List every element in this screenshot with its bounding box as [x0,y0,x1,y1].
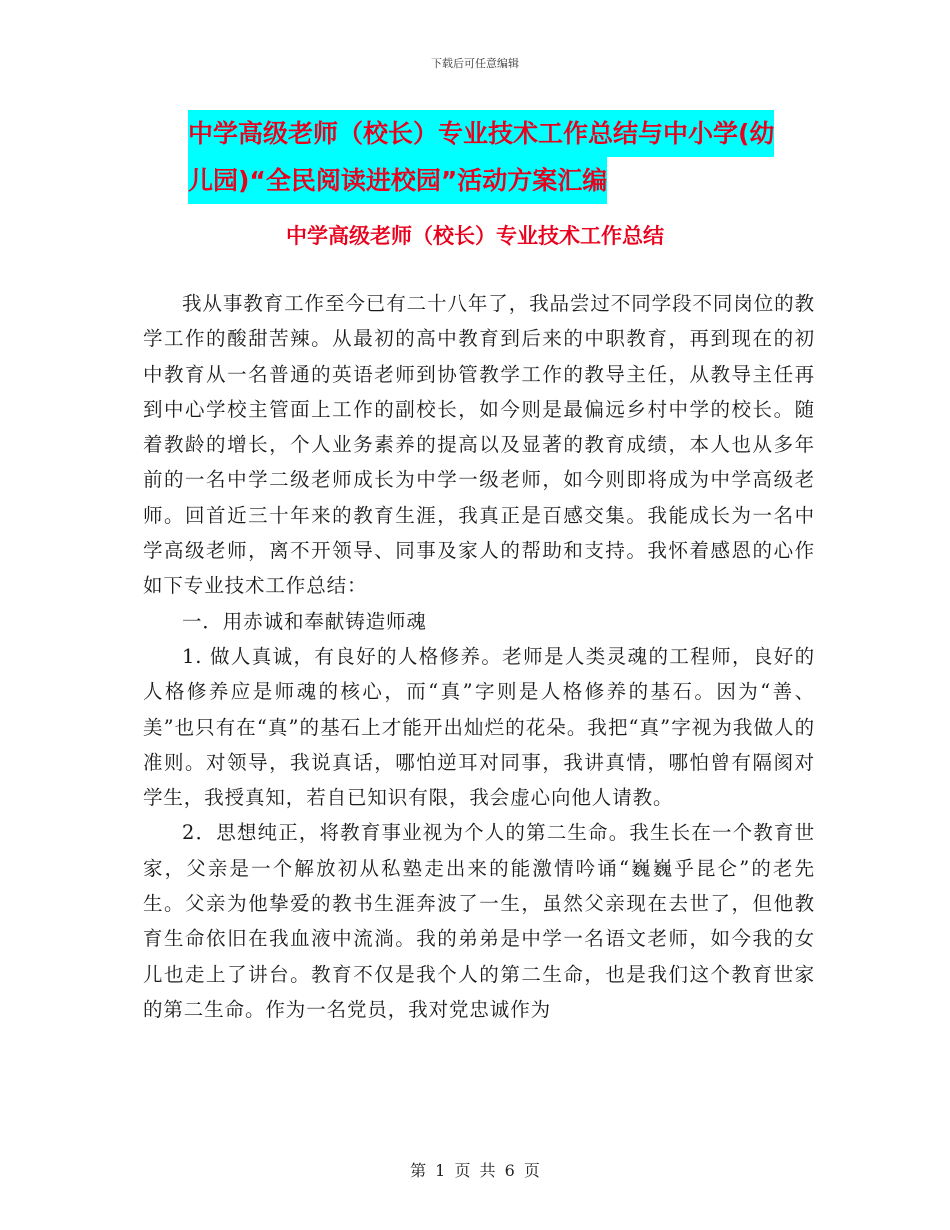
paragraph-point-2: 2．思想纯正，将教育事业视为个人的第二生命。我生长在一个教育世家，父亲是一个解放初从私塾走出来的能激情吟诵“巍巍乎昆仑”的老先生。父亲为他挚爱的教书生涯奔波了一生，虽然父亲现在去世了，但他教育生命依旧在我血液中流淌。我的弟弟是中学一名语文老师，如今我的女儿也走上了讲台。教育不仅是我个人的第二生命，也是我们这个教育世家的第二生命。作为一名党员，我对党忠诚作为 [143,821,815,1021]
document-main-title [188,110,828,204]
section-title: 中学高级老师（校长）专业技术工作总结 [286,224,664,248]
page-footer: 第 1 页 共 6 页 [410,1161,540,1180]
main-title-line-1: 中学高级老师（校长）专业技术工作总结与中小学(幼 [188,110,774,157]
main-title-line-2: 儿园)“全民阅读进校园”活动方案汇编 [188,157,607,204]
paragraph-point-1: 1. 做人真诚，有良好的人格修养。老师是人类灵魂的工程师，良好的人格修养应是师魂的核心，而“真”字则是人格修养的基石。因为“善、美”也只有在“真”的基石上才能开出灿烂的花朵。我把“真”字视为我做人的准则。对领导，我说真话，哪怕逆耳对同事，我讲真情，哪怕曾有隔阂对学生，我授真知，若自已知识有限，我会虚心向他人请教。 [143,644,815,810]
document-body [143,286,815,1027]
header-note: 下载后可任意编辑 [431,57,519,70]
paragraph-heading-1: 一．用赤诚和奉献铸造师魂 [182,609,427,633]
paragraph-intro: 我从事教育工作至今已有二十八年了，我品尝过不同学段不同岗位的教学工作的酸甜苦辣。从最初的高中教育到后来的中职教育，再到现在的初中教育从一名普通的英语老师到协管教学工作的教导主任，从教导主任再到中心学校主管面上工作的副校长，如今则是最偏远乡村中学的校长。随着教龄的增长，个人业务素养的提高以及显著的教育成绩，本人也从多年前的一名中学二级老师成长为中学一级老师，如今则即将成为中学高级老师。回首近三十年来的教育生涯，我真正是百感交集。我能成长为一名中学高级老师，离不开领导、同事及家人的帮助和支持。我怀着感恩的心作如下专业技术工作总结： [143,292,815,598]
